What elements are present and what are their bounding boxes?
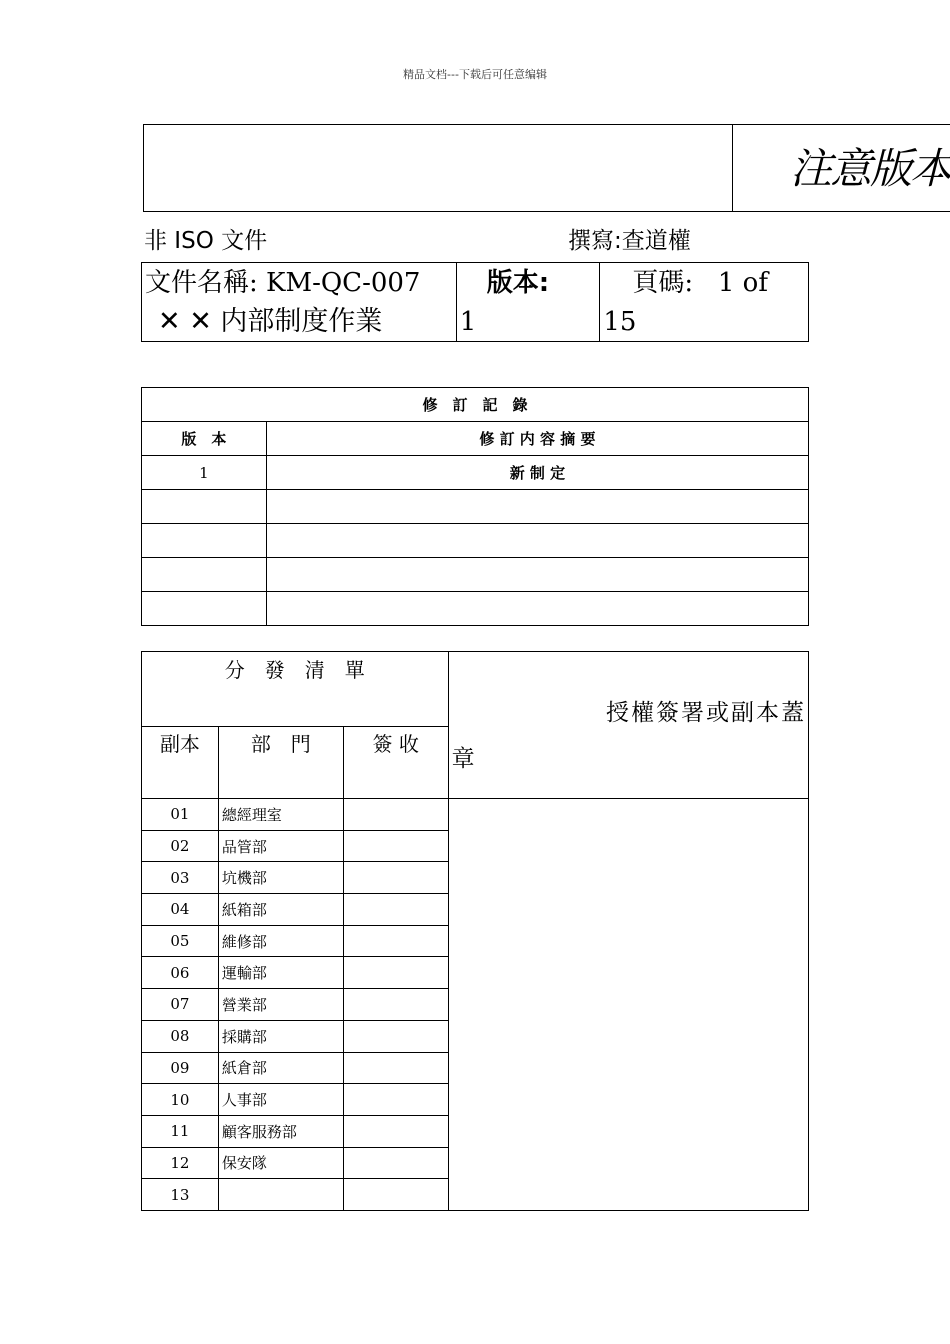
- table-row: [142, 524, 809, 558]
- copy-number: 13: [142, 1179, 219, 1211]
- authorization-label: 授權簽署或副本蓋: [606, 700, 806, 726]
- sign-cell: [343, 1147, 448, 1179]
- department-name: 坑機部: [218, 862, 343, 894]
- department-name: 營業部: [218, 989, 343, 1021]
- authorization-cell: [448, 652, 808, 799]
- copy-number: 07: [142, 989, 219, 1021]
- revision-summary-cell: [266, 524, 808, 558]
- copy-number: 03: [142, 862, 219, 894]
- copy-number: 09: [142, 1052, 219, 1084]
- page-label: 頁碼: 1 of: [632, 268, 768, 298]
- authorization-label-cont: 章: [451, 746, 477, 772]
- doc-name-cell: [142, 263, 457, 342]
- doc-name-value: ✕ ✕ 内部制度作業: [158, 306, 383, 337]
- doc-name-label: 文件名稱: KM-QC-007: [145, 268, 421, 298]
- author-line: 撰寫:查道權: [568, 228, 691, 254]
- revision-summary-cell: [266, 558, 808, 592]
- revision-summary-cell: 新 制 定: [266, 456, 808, 490]
- watermark-text: 精品文档---下载后可任意编辑: [403, 68, 547, 81]
- department-name: 人事部: [218, 1084, 343, 1116]
- page-value: 15: [603, 307, 637, 337]
- department-name: [218, 1179, 343, 1211]
- copy-number: 10: [142, 1084, 219, 1116]
- department-name: 運輸部: [218, 957, 343, 989]
- sign-cell: [343, 1179, 448, 1211]
- col-dept-header: 部 門: [218, 727, 343, 799]
- version-value: 1: [459, 307, 477, 337]
- sign-cell: [343, 957, 448, 989]
- copy-number: 11: [142, 1115, 219, 1147]
- version-notice: 注意版本: [790, 144, 950, 193]
- sign-cell: [343, 1020, 448, 1052]
- version-cell: [456, 263, 600, 342]
- department-name: 品管部: [218, 830, 343, 862]
- revision-col-version: 版 本: [142, 422, 267, 456]
- copy-number: 04: [142, 894, 219, 926]
- revision-version-cell: [142, 524, 267, 558]
- revision-col-summary: 修 訂 内 容 摘 要: [266, 422, 808, 456]
- table-row: [142, 456, 809, 490]
- col-sign-header: 簽 收: [343, 727, 448, 799]
- copy-number: 06: [142, 957, 219, 989]
- table-row: [142, 490, 809, 524]
- table-row: [142, 799, 809, 831]
- sign-cell: [343, 799, 448, 831]
- department-name: 維修部: [218, 925, 343, 957]
- department-name: 採購部: [218, 1020, 343, 1052]
- version-label: 版本:: [486, 268, 550, 298]
- revision-summary-cell: [266, 490, 808, 524]
- sign-cell: [343, 1115, 448, 1147]
- sign-cell: [343, 1084, 448, 1116]
- department-name: 總經理室: [218, 799, 343, 831]
- revision-version-cell: [142, 592, 267, 626]
- department-name: 紙箱部: [218, 894, 343, 926]
- copy-number: 02: [142, 830, 219, 862]
- copy-number: 12: [142, 1147, 219, 1179]
- distribution-title: 分 發 清 單: [142, 652, 449, 727]
- document-info-table: [141, 262, 809, 342]
- department-name: 保安隊: [218, 1147, 343, 1179]
- revision-title: 修 訂 記 錄: [142, 388, 809, 422]
- document-type: 非 ISO 文件: [144, 228, 268, 254]
- sign-cell: [343, 1052, 448, 1084]
- sign-cell: [343, 894, 448, 926]
- revision-version-cell: [142, 490, 267, 524]
- copy-number: 05: [142, 925, 219, 957]
- department-name: 紙倉部: [218, 1052, 343, 1084]
- department-name: 顧客服務部: [218, 1115, 343, 1147]
- sign-cell: [343, 989, 448, 1021]
- page-cell: [600, 263, 809, 342]
- revision-record-table: [141, 387, 809, 626]
- col-copy-header: 副本: [142, 727, 219, 799]
- distribution-table: [141, 651, 809, 1211]
- table-row: [142, 592, 809, 626]
- authorization-area: [448, 799, 808, 1211]
- revision-version-cell: [142, 558, 267, 592]
- table-row: [142, 558, 809, 592]
- sign-cell: [343, 925, 448, 957]
- revision-version-cell: 1: [142, 456, 267, 490]
- sign-cell: [343, 862, 448, 894]
- copy-number: 01: [142, 799, 219, 831]
- revision-summary-cell: [266, 592, 808, 626]
- header-divider: [732, 124, 733, 212]
- sign-cell: [343, 830, 448, 862]
- copy-number: 08: [142, 1020, 219, 1052]
